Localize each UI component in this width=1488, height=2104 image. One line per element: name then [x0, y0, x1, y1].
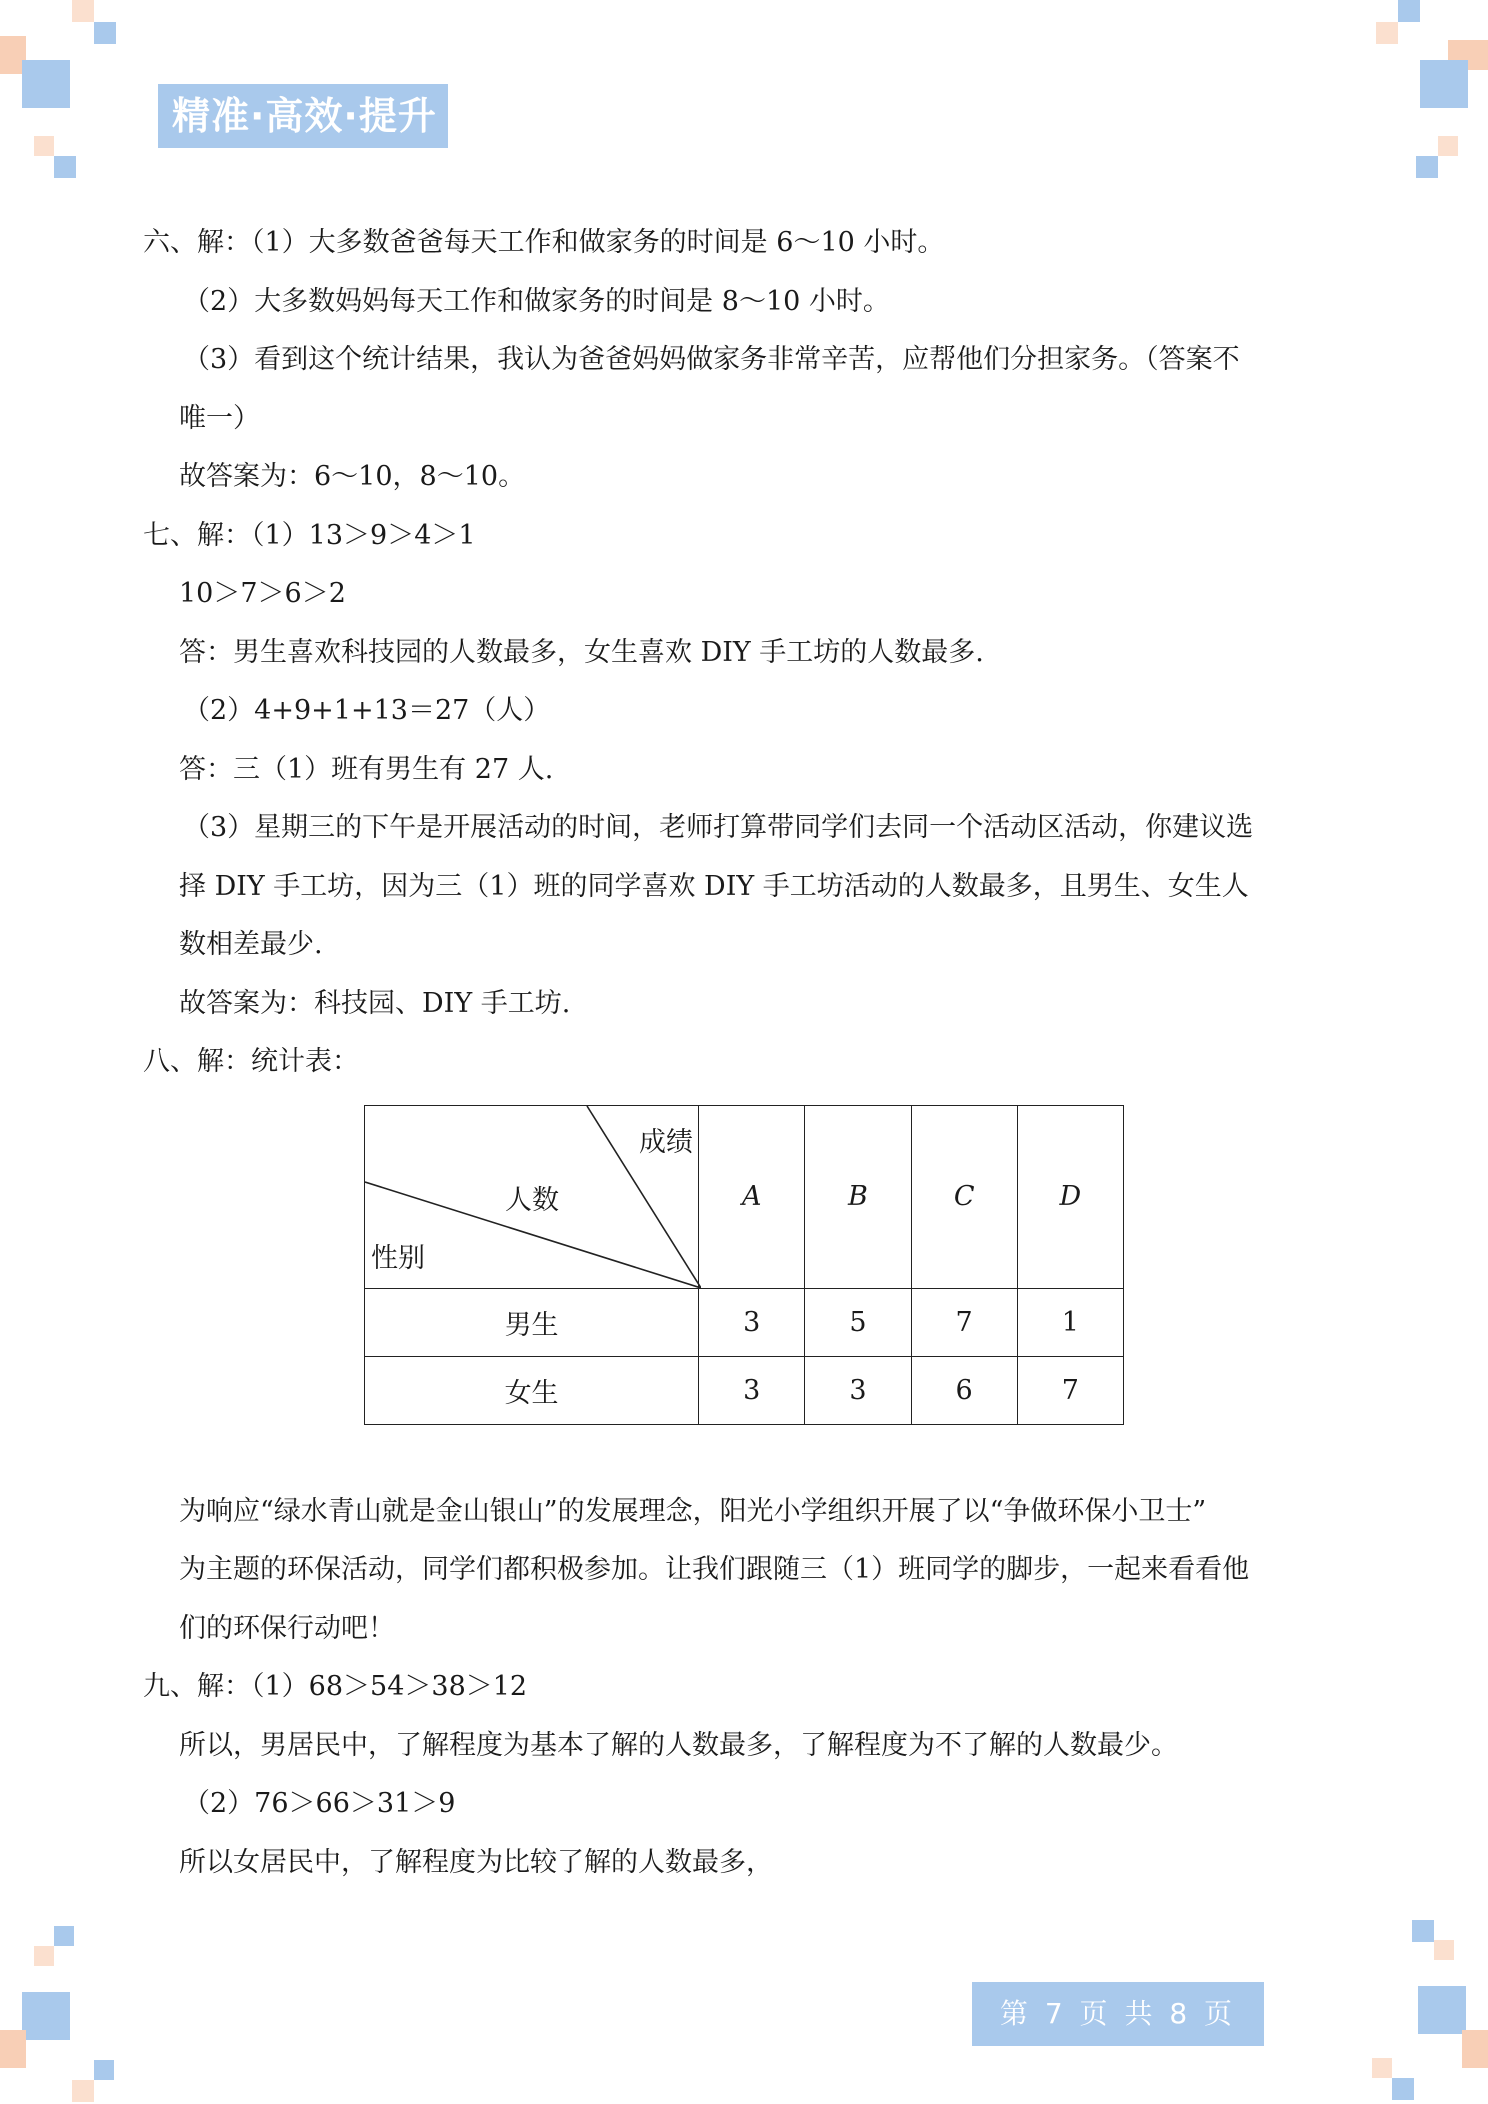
row-label: 女生 [365, 1356, 699, 1424]
corner-decoration [1438, 136, 1458, 156]
text-line: 唯一） [179, 402, 260, 434]
brand-banner: 精准·高效·提升 [158, 84, 448, 148]
corner-decoration [1416, 156, 1438, 178]
corner-decoration [94, 22, 116, 44]
header-label-grade: 成绩 [639, 1126, 693, 1158]
text-line: 10＞7＞6＞2 [179, 578, 346, 609]
statistics-table [364, 1105, 1124, 1425]
table-cell: 3 [699, 1288, 805, 1356]
intro-paragraph [143, 1483, 1353, 1659]
header-label-count: 人数 [505, 1184, 559, 1216]
corner-decoration [22, 60, 70, 108]
column-header: B [805, 1105, 911, 1288]
column-header: A [699, 1105, 805, 1288]
corner-decoration [1418, 1986, 1466, 2034]
corner-decoration [1412, 1920, 1434, 1942]
corner-decoration [1420, 60, 1468, 108]
corner-decoration [1462, 2030, 1488, 2068]
section-title: 八、解：统计表： [143, 1046, 359, 1077]
corner-decoration [1398, 0, 1420, 22]
table-row [365, 1356, 1124, 1424]
text-line: （2）76＞66＞31＞9 [183, 1788, 456, 1819]
section-nine [143, 1658, 1353, 1892]
table-cell: 3 [699, 1356, 805, 1424]
corner-decoration [72, 2080, 94, 2102]
text-line: 们的环保行动吧！ [179, 1612, 395, 1644]
text-line: 答：三（1）班有男生有 27 人. [179, 753, 554, 785]
statistics-table-wrapper [364, 1105, 1124, 1423]
table-header-row [365, 1105, 1124, 1288]
corner-decoration [22, 1992, 70, 2040]
page-number: 第 7 页 共 8 页 [972, 1982, 1264, 2046]
text-line: 六、解：（1）大多数爸爸每天工作和做家务的时间是 6～10 小时。 [143, 227, 945, 258]
text-line: （3）星期三的下午是开展活动的时间，老师打算带同学们去同一个活动区活动，你建议选 [183, 812, 1254, 843]
header-label-gender: 性别 [371, 1242, 425, 1274]
text-line: 为响应“绿水青山就是金山银山”的发展理念，阳光小学组织开展了以“争做环保小卫士” [179, 1495, 1207, 1527]
diagonal-header-cell [365, 1105, 699, 1288]
table-row [365, 1288, 1124, 1356]
text-line: 数相差最少. [179, 929, 323, 960]
corner-decoration [1376, 22, 1398, 44]
corner-decoration [94, 2060, 114, 2080]
text-line: 为主题的环保活动，同学们都积极参加。让我们跟随三（1）班同学的脚步，一起来看看他 [179, 1554, 1250, 1585]
text-line: （2）4+9+1+13＝27（人） [183, 695, 551, 726]
text-line: （3）看到这个统计结果，我认为爸爸妈妈做家务非常辛苦，应帮他们分担家务。（答案不 [183, 344, 1240, 375]
table-cell: 7 [911, 1288, 1017, 1356]
corner-decoration [72, 0, 94, 22]
table-cell: 3 [805, 1356, 911, 1424]
text-line: 答：男生喜欢科技园的人数最多，女生喜欢 DIY 手工坊的人数最多. [179, 636, 984, 668]
corner-decoration [0, 2030, 26, 2068]
corner-decoration [54, 1926, 74, 1946]
text-line: 七、解：（1）13＞9＞4＞1 [143, 519, 476, 551]
corner-decoration [34, 136, 54, 156]
section-six [143, 214, 1353, 507]
table-cell: 1 [1017, 1288, 1123, 1356]
corner-decoration [34, 1946, 54, 1966]
text-line: 故答案为：6～10，8～10。 [179, 461, 526, 492]
text-line: 所以女居民中，了解程度为比较了解的人数最多， [179, 1846, 773, 1878]
row-label: 男生 [365, 1288, 699, 1356]
section-seven [143, 507, 1353, 1034]
corner-decoration [1372, 2058, 1392, 2078]
section-eight [143, 1033, 1353, 1423]
column-header: D [1017, 1105, 1123, 1288]
corner-decoration [1392, 2078, 1414, 2100]
corner-decoration [54, 156, 76, 178]
table-cell: 7 [1017, 1356, 1123, 1424]
text-line: 择 DIY 手工坊，因为三（1）班的同学喜欢 DIY 手工坊活动的人数最多，且男生、女生人 [179, 870, 1249, 902]
document-body [143, 214, 1353, 1892]
corner-decoration [1434, 1940, 1454, 1960]
text-line: （2）大多数妈妈每天工作和做家务的时间是 8～10 小时。 [183, 285, 890, 317]
text-line: 所以，男居民中，了解程度为基本了解的人数最多，了解程度为不了解的人数最少。 [179, 1729, 1178, 1761]
text-line: 故答案为：科技园、DIY 手工坊. [179, 987, 571, 1019]
table-cell: 5 [805, 1288, 911, 1356]
text-line: 九、解：（1）68＞54＞38＞12 [143, 1671, 528, 1702]
table-cell: 6 [911, 1356, 1017, 1424]
column-header: C [911, 1105, 1017, 1288]
